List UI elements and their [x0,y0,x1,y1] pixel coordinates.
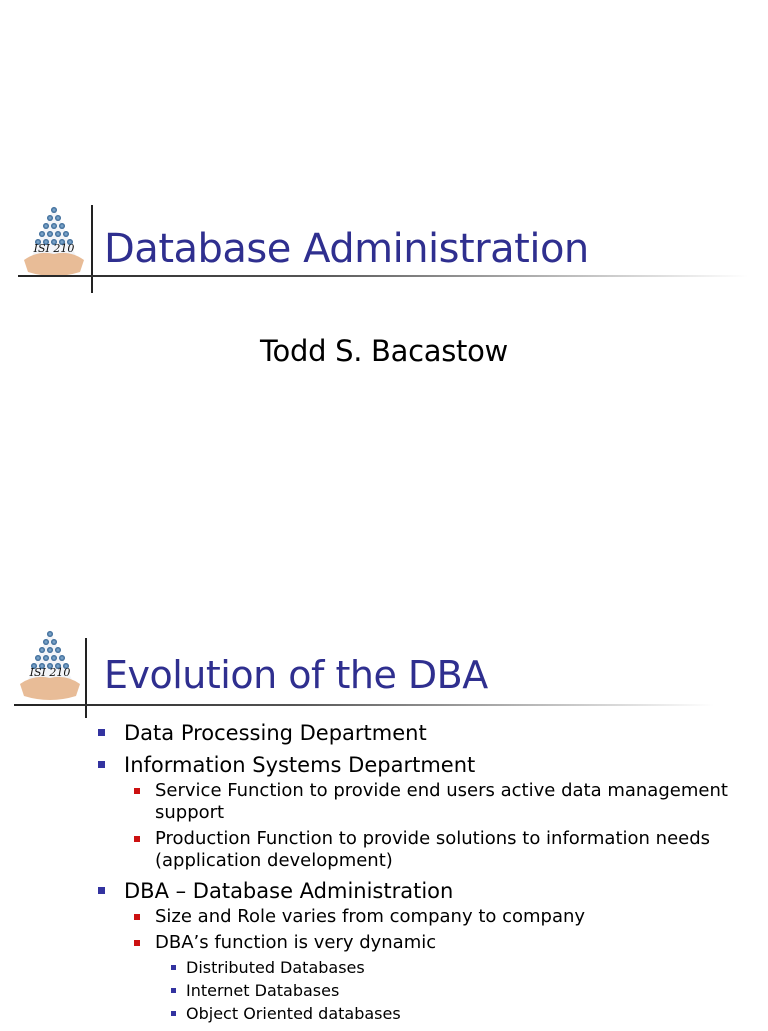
slide-title: Database Administration [104,226,589,272]
square-bullet-icon [98,729,105,736]
bullet-item [98,878,748,1025]
sub-sub-bullet-item [155,1002,748,1025]
sub-sub-bullet-text: Internet Databases [186,981,340,1000]
content-slide [0,600,768,1024]
bullet-text: DBA – Database Administration [124,879,454,903]
title-divider-horizontal [14,704,714,706]
sub-sub-bullet-text: Distributed Databases [186,958,365,977]
title-divider-horizontal [18,275,748,277]
square-bullet-icon [134,788,140,794]
slide-title: Evolution of the DBA [104,653,488,697]
title-divider-vertical [91,205,93,293]
bullet-list [98,720,748,1031]
svg-text:ISI 210: ISI 210 [29,666,71,679]
square-bullet-icon [98,887,105,894]
isi-210-logo [18,200,90,280]
sub-bullet-list [124,780,748,872]
sub-bullet-text: Service Function to provide end users active data management support [155,780,728,823]
title-divider-vertical [85,638,87,718]
square-bullet-icon [134,940,140,946]
square-bullet-icon [171,1011,176,1016]
square-bullet-icon [171,965,176,970]
sub-sub-bullet-text: Object Oriented databases [186,1004,401,1023]
sub-bullet-text: Production Function to provide solutions to information needs (application development) [155,828,711,871]
square-bullet-icon [171,988,176,993]
sub-sub-bullet-list [155,956,748,1025]
sub-bullet-list [124,906,748,1025]
bullet-item [98,720,748,746]
sub-bullet-item [124,780,748,824]
square-bullet-icon [98,761,105,768]
sub-bullet-text: Size and Role varies from company to company [155,906,586,927]
author-name: Todd S. Bacastow [260,334,508,368]
sub-bullet-item [124,906,748,928]
sub-sub-bullet-item [155,956,748,979]
isi-210-logo [14,624,86,704]
bullet-text: Data Processing Department [124,721,427,745]
sub-bullet-item [124,828,748,872]
sub-sub-bullet-item [155,979,748,1002]
svg-text:ISI 210: ISI 210 [33,242,75,255]
sub-bullet-text: DBA’s function is very dynamic [155,932,437,953]
square-bullet-icon [134,836,140,842]
square-bullet-icon [134,914,140,920]
bullet-text: Information Systems Department [124,753,476,777]
sub-bullet-item [124,932,748,1025]
bullet-item [98,752,748,872]
